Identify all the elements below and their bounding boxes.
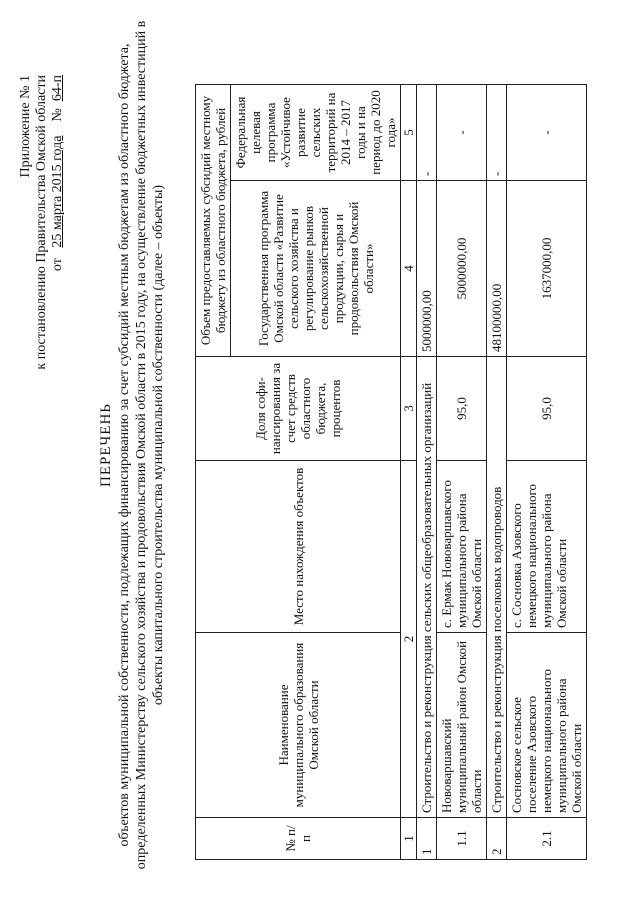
program2-value: -	[437, 85, 487, 181]
share-value: 95,0	[507, 357, 587, 461]
header-location: Место нахождения объектов	[196, 461, 401, 633]
header-program1: Государственная программа Омской области «Развитие сельского хозяйства и регулирование рынков сельскохозяйственной продукции, сырья и продовольствия Омской области»	[231, 181, 401, 357]
municipality-name: Нововаршавский муниципальный район Омской области	[437, 633, 487, 818]
section-row	[417, 85, 437, 860]
program2-value: -	[487, 85, 507, 181]
date-prefix: от	[50, 258, 65, 272]
document-title: ПЕРЕЧЕНЬ	[98, 403, 114, 487]
header-volume: Объем предоставляемых субсидий местному бюджету из областного бюджета, рублей	[196, 85, 231, 357]
resolution-number: 64-п	[50, 75, 65, 102]
program2-value: -	[417, 85, 437, 181]
item-row	[507, 85, 587, 860]
resolution-date: 25 марта 2015 года	[50, 135, 65, 248]
program1-value: 5000000,00	[417, 181, 437, 357]
appendix-header	[18, 75, 66, 435]
program2-value: -	[507, 85, 587, 181]
program1-value: 48100000,00	[487, 181, 507, 357]
number-prefix: №	[50, 108, 65, 122]
section-title: Строительство и реконструкция сельских общеобразовательных организаций	[417, 357, 437, 818]
header-program2: Федеральная целевая программа «Устойчивое развитие сельских территорий на 2014 – 2017 годы и на период до 2020 года»	[231, 85, 401, 181]
column-number: 2	[401, 461, 417, 818]
appendix-date-line	[50, 75, 66, 435]
objects-table	[195, 84, 587, 860]
row-num: 1	[417, 818, 437, 860]
column-number-row	[401, 85, 417, 860]
header-name: Наименование муниципального образования Омской области	[196, 633, 401, 818]
column-number: 4	[401, 181, 417, 357]
document-subtitle: объектов муниципальной собственности, подлежащих финансированию за счет субсидий местным бюджетам из областного бюджета, определенных Министерству сельского хозяйства и продовольствия Омской области в 2015 году, на осуществление бюджетных инвестиций в объекты капитального строительства муниципальной собственности (далее – объекты)	[117, 20, 166, 870]
column-number: 1	[401, 818, 417, 860]
object-location: с. Сосновка Азовского немецкого национального муниципального района Омской области	[507, 461, 587, 633]
header-share: Доля софи-нансирования за счет средств областного бюджета, процентов	[196, 357, 401, 461]
item-row	[437, 85, 487, 860]
appendix-label: Приложение № 1	[18, 75, 33, 178]
section-title: Строительство и реконструкция поселковых водопроводов	[487, 357, 507, 818]
municipality-name: Сосновское сельское поселение Азовского немецкого национального муниципального района Омской области	[507, 633, 587, 818]
column-number: 3	[401, 357, 417, 461]
object-location: с. Ермак Нововаршавского муниципального района Омской области	[437, 461, 487, 633]
program1-value: 1637000,00	[507, 181, 587, 357]
column-number: 5	[401, 85, 417, 181]
row-num: 2	[487, 818, 507, 860]
appendix-resolution: к постановлению Правительства Омской области	[34, 75, 49, 370]
section-row	[487, 85, 507, 860]
table-header-row	[196, 85, 231, 860]
share-value: 95,0	[437, 357, 487, 461]
row-num: 1.1	[437, 818, 487, 860]
header-num: № п/п	[196, 818, 401, 860]
row-num: 2.1	[507, 818, 587, 860]
program1-value: 5000000,00	[437, 181, 487, 357]
